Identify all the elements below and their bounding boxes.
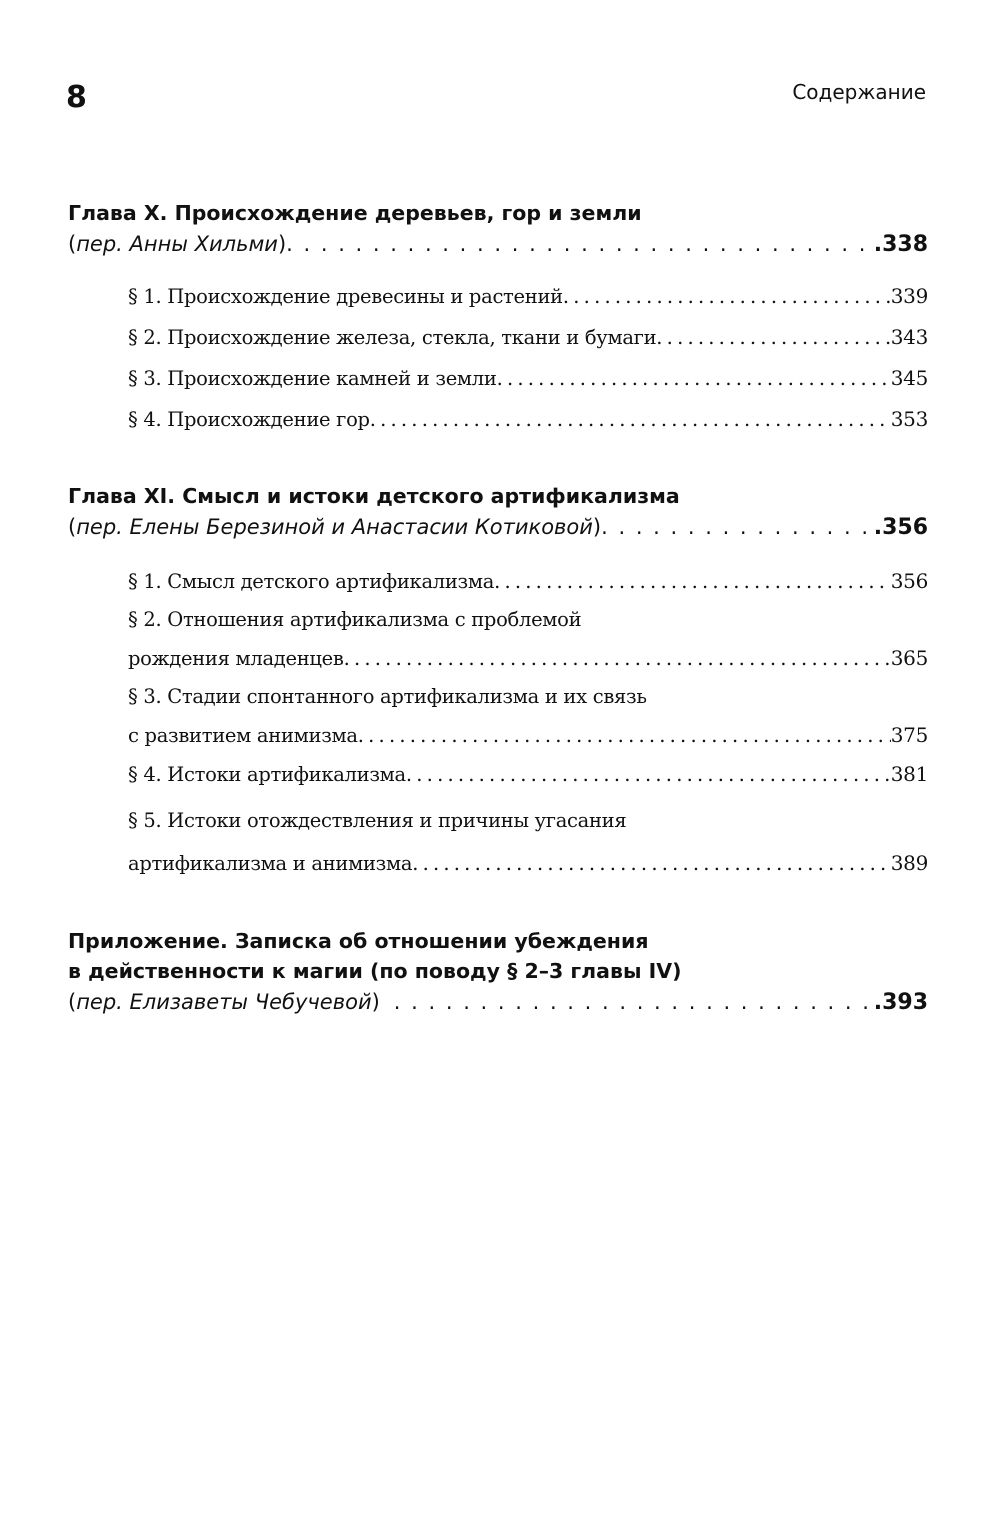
section-title: § 3. Происхождение камней и земли [128, 367, 497, 390]
paren-open: ( [68, 990, 77, 1014]
chapter-title: Глава X. Происхождение деревьев, гор и земли [68, 201, 642, 225]
section-entry [128, 844, 928, 883]
section-entry [128, 400, 928, 439]
toc-appendix [68, 926, 928, 1019]
chapter-title: Глава XI. Смысл и истоки детского артификализма [68, 484, 680, 508]
section-page-number: 353 [890, 407, 928, 431]
toc-chapter [68, 198, 928, 439]
dot-leader [412, 845, 891, 883]
dot-leader [358, 717, 891, 755]
section-entry [128, 277, 928, 316]
section-entry [128, 716, 928, 755]
dot-leader [344, 640, 891, 678]
dot-leader [406, 756, 891, 794]
page-number: 8 [66, 80, 87, 115]
section-title-line-1: § 5. Истоки отождествления и причины угасания [128, 809, 627, 832]
section-entry [128, 562, 928, 601]
section-title-line-1: § 2. Отношения артификализма с проблемой [128, 608, 582, 631]
section-title: § 4. Происхождение гор [128, 408, 370, 431]
section-entry [128, 639, 928, 678]
translator-name: пер. Анны Хильми [76, 232, 278, 256]
section-list [128, 277, 928, 439]
dot-leader [601, 511, 874, 543]
dot-leader [656, 319, 890, 357]
section-page-number: 381 [890, 762, 928, 786]
section-title: § 1. Происхождение древесины и растений [128, 285, 563, 308]
paren-close: ) [592, 515, 602, 539]
appendix-title-line-2: в действенности к магии (по поводу § 2–3 главы IV) [68, 959, 682, 983]
dot-leader [497, 360, 891, 398]
chapter-translator-line [68, 511, 928, 544]
section-list [128, 562, 928, 883]
section-entry [128, 318, 928, 357]
section-page-number: 389 [890, 851, 928, 875]
section-entry [128, 755, 928, 794]
section-page-number: 343 [890, 325, 928, 349]
section-page-number: 339 [890, 284, 928, 308]
section-page-number: 365 [890, 646, 928, 670]
dot-leader [494, 563, 891, 601]
section-title-line-2: рождения младенцев [128, 647, 344, 670]
translator-name: пер. Елены Березиной и Анастасии Котиковой [76, 515, 593, 539]
toc-chapter [68, 481, 928, 883]
paren-close: ) [277, 232, 287, 256]
paren-open: ( [68, 232, 77, 256]
section-page-number: 345 [890, 366, 928, 390]
chapter-page-number: .338 [873, 232, 928, 257]
running-head: Содержание [792, 80, 926, 104]
appendix-page-number: .393 [873, 990, 928, 1015]
section-entry [128, 359, 928, 398]
section-title: § 1. Смысл детского артификализма [128, 570, 495, 593]
dot-leader [394, 986, 874, 1018]
section-title: § 4. Истоки артификализма [128, 763, 406, 786]
section-title-line-1: § 3. Стадии спонтанного артификализма и их связь [128, 685, 647, 708]
chapter-page-number: .356 [873, 515, 928, 540]
chapter-translator-line [68, 228, 928, 261]
paren-close: ) [371, 990, 380, 1014]
section-title-line-2: с развитием анимизма [128, 724, 358, 747]
paren-open: ( [68, 515, 77, 539]
section-title-line-2: артификализма и анимизма [128, 852, 413, 875]
section-page-number: 375 [890, 723, 928, 747]
appendix-title-line-1: Приложение. Записка об отношении убеждения [68, 929, 649, 953]
appendix-translator-line [68, 986, 928, 1019]
dot-leader [370, 401, 891, 439]
dot-leader [286, 228, 874, 260]
section-title: § 2. Происхождение железа, стекла, ткани и бумаги [128, 326, 657, 349]
translator-name: пер. Елизаветы Чебучевой [76, 990, 372, 1014]
dot-leader [563, 278, 891, 316]
section-page-number: 356 [890, 569, 928, 593]
